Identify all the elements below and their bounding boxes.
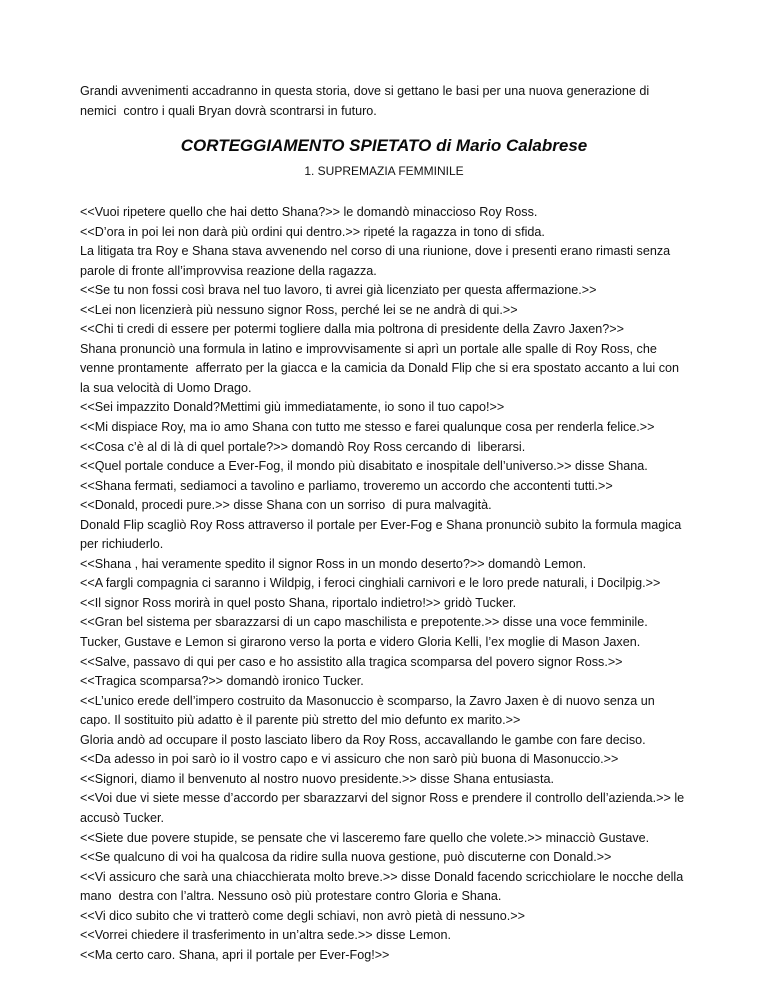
text-line: <<D’ora in poi lei non darà più ordini qui dentro.>> ripeté la ragazza in tono di sfida. (80, 224, 545, 239)
text-line: <<Quel portale conduce a Ever-Fog, il mondo più disabitato e inospitale dell’universo.>> disse Shana. (80, 459, 648, 474)
story-title: CORTEGGIAMENTO SPIETATO di Mario Calabrese (180, 136, 588, 155)
text-line: la sua velocità di Uomo Drago. (80, 380, 252, 395)
text-line: <<Sei impazzito Donald?Mettimi giù immediatamente, io sono il tuo capo!>> (80, 400, 505, 415)
text-line: <<Salve, passavo di qui per caso e ho assistito alla tragica scomparsa del povero signor Ross.>> (80, 654, 623, 669)
text-line: <<Tragica scomparsa?>> domandò ironico Tucker. (80, 674, 364, 689)
text-line: capo. Il sostituito più adatto è il parente più stretto del mio defunto ex marito.>> (80, 713, 521, 728)
text-line: <<Vorrei chiedere il trasferimento in un’altra sede.>> disse Lemon. (80, 928, 452, 943)
text-line: Donald Flip scagliò Roy Ross attraverso il portale per Ever-Fog e Shana pronunciò subito la formula magica (80, 517, 682, 532)
text-line: Shana pronunciò una formula in latino e improvvisamente si aprì un portale alle spalle di Roy Ross, che (80, 341, 657, 356)
story-body (80, 203, 720, 965)
text-line: <<Donald, procedi pure.>> disse Shana con un sorriso di pura malvagità. (80, 498, 492, 513)
text-line: Tucker, Gustave e Lemon si girarono verso la porta e videro Gloria Kelli, l’ex moglie di Mason Jaxen. (80, 635, 641, 650)
text-line: <<Voi due vi siete messe d’accordo per sbarazzarvi del signor Ross e prendere il controllo dell’azienda.>> le (80, 791, 685, 806)
text-line: <<A fargli compagnia ci saranno i Wildpig, i feroci cinghiali carnivori e le loro prede naturali, i Docilpig.>> (80, 576, 661, 591)
text-line: mano destra con l’altra. Nessuno osò più protestare contro Gloria e Shana. (80, 889, 502, 904)
text-line: accusò Tucker. (80, 810, 164, 825)
text-line: <<Vuoi ripetere quello che hai detto Shana?>> le domandò minaccioso Roy Ross. (80, 205, 538, 219)
text-line: parole di fronte all’improvvisa reazione della ragazza. (80, 263, 377, 278)
text-line: <<Vi dico subito che vi tratterò come degli schiavi, non avrò pietà di nessuno.>> (80, 908, 526, 923)
text-line: <<Cosa c’è al di là di quel portale?>> domandò Roy Ross cercando di liberarsi. (80, 439, 526, 454)
text-line: <<Lei non licenzierà più nessuno signor Ross, perché lei se ne andrà di qui.>> (80, 302, 518, 317)
chapter-heading: 1. SUPREMAZIA FEMMINILE (304, 164, 464, 178)
text-line: <<Se qualcuno di voi ha qualcosa da ridire sulla nuova gestione, può discuterne con Donald.>> (80, 850, 612, 865)
text-line: <<Signori, diamo il benvenuto al nostro nuovo presidente.>> disse Shana entusiasta. (80, 771, 554, 786)
text-line: <<Ma certo caro. Shana, apri il portale per Ever-Fog!>> (80, 947, 390, 962)
intro-line: Grandi avvenimenti accadranno in questa storia, dove si gettano le basi per una nuova generazione di (80, 84, 650, 98)
text-line: Gloria andò ad occupare il posto lasciato libero da Roy Ross, accavallando le gambe con fare deciso. (80, 732, 646, 747)
intro-paragraph (80, 82, 700, 121)
text-line: venne prontamente afferrato per la giacca e la camicia da Donald Flip che si era spostato accanto a lui con (80, 361, 680, 376)
text-line: <<Se tu non fossi così brava nel tuo lavoro, ti avrei già licenziato per questa affermazione.>> (80, 283, 597, 298)
intro-line: nemici contro i quali Bryan dovrà scontrarsi in futuro. (80, 103, 377, 118)
text-line: <<Vi assicuro che sarà una chiacchierata molto breve.>> disse Donald facendo scricchiolare le nocche della (80, 869, 684, 884)
text-line: <<Shana fermati, sediamoci a tavolino e parliamo, troveremo un accordo che accontenti tutti.>> (80, 478, 613, 493)
text-line: <<Gran bel sistema per sbarazzarsi di un capo maschilista e prepotente.>> disse una voce femminile. (80, 615, 648, 630)
text-line: <<L’unico erede dell’impero costruito da Masonuccio è scomparso, la Zavro Jaxen è di nuovo senza un (80, 693, 655, 708)
text-line: <<Chi ti credi di essere per potermi togliere dalla mia poltrona di presidente della Zavro Jaxen?>> (80, 322, 624, 337)
text-line: La litigata tra Roy e Shana stava avvenendo nel corso di una riunione, dove i presenti erano rimasti senza (80, 244, 671, 259)
text-line: <<Il signor Ross morirà in quel posto Shana, riportalo indietro!>> gridò Tucker. (80, 595, 517, 610)
text-line: <<Shana , hai veramente spedito il signor Ross in un mondo deserto?>> domandò Lemon. (80, 556, 587, 571)
text-line: <<Mi dispiace Roy, ma io amo Shana con tutto me stesso e farei qualunque cosa per renderla felice.>> (80, 420, 655, 435)
text-line: per richiuderlo. (80, 537, 164, 552)
text-line: <<Siete due povere stupide, se pensate che vi lasceremo fare quello che volete.>> minacciò Gustave. (80, 830, 650, 845)
text-line: <<Da adesso in poi sarò io il vostro capo e vi assicuro che non sarò più buona di Masonuccio.>> (80, 752, 619, 767)
